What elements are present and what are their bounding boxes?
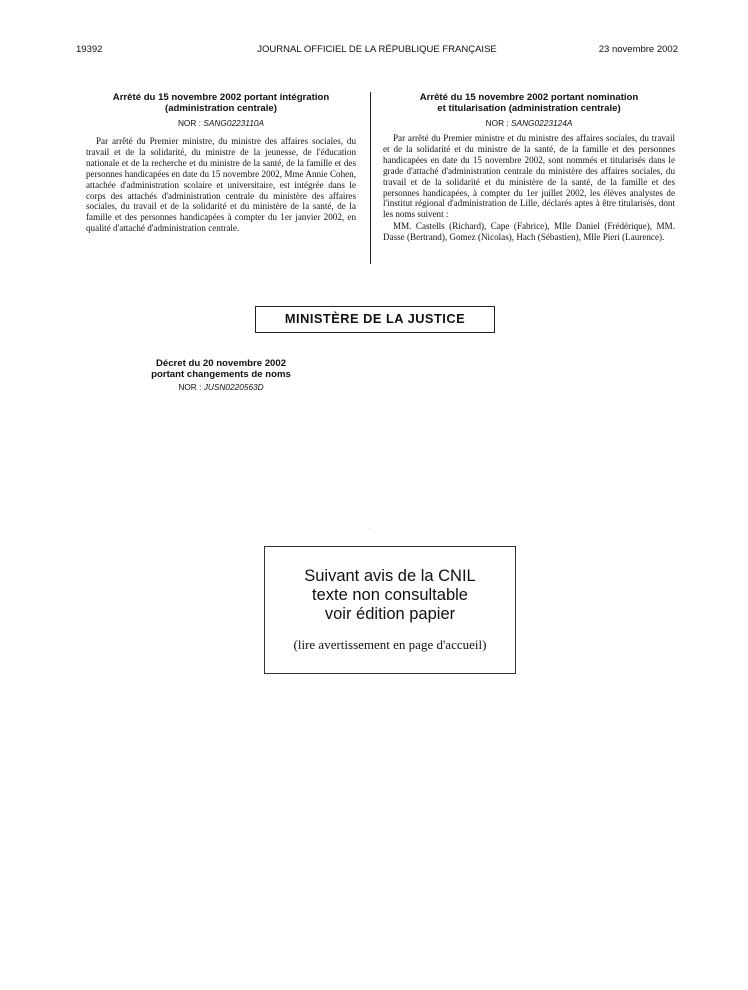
right-article xyxy=(383,92,675,243)
page-number: 19392 xyxy=(76,44,103,55)
ministry-heading-box xyxy=(255,306,495,333)
right-article-title-line1: Arrêté du 15 novembre 2002 portant nomination xyxy=(419,92,639,103)
nor-label: NOR : xyxy=(177,118,201,128)
right-article-nor xyxy=(383,118,675,128)
left-article-nor xyxy=(86,118,356,128)
scan-speck: · xyxy=(369,526,371,532)
issue-date: 23 novembre 2002 xyxy=(598,44,678,55)
right-article-title xyxy=(383,92,675,114)
notice-line2: texte non consultable xyxy=(312,586,468,604)
right-article-title-line2: et titularisation (administration centrale) xyxy=(437,103,621,114)
notice-line1: Suivant avis de la CNIL xyxy=(304,567,476,585)
notice-subline: (lire avertissement en page d'accueil) xyxy=(293,637,487,652)
left-article-body: Par arrêté du Premier ministre, du ministre des affaires sociales, du travail et de la solidarité, du ministre de la jeunesse, de l'éducation nationale et de la recherche et du ministre de la santé, de la famille et des personnes handicapées en date du 15 novembre 2002, Mme Annie Cohen, attachée d'administration scolaire et universitaire, est intégrée dans le corps des attachés d'administration centrale du ministère des affaires sociales, du travail et de la solidarité et du ministère de la santé, de la famille et des personnes handicapées à compter du 1er janvier 2002, en qualité d'attaché d'administration centrale. xyxy=(86,136,356,234)
cnil-notice-box xyxy=(264,546,516,674)
left-article xyxy=(86,92,356,234)
left-article-title-line1: Arrêté du 15 novembre 2002 portant intégration xyxy=(112,92,330,103)
decret-nor xyxy=(128,382,314,392)
decret-title-line1: Décret du 20 novembre 2002 xyxy=(155,358,287,369)
journal-title: JOURNAL OFFICIEL DE LA RÉPUBLIQUE FRANÇAISE xyxy=(257,44,497,55)
column-divider xyxy=(370,92,371,264)
nor-label: NOR : xyxy=(178,382,202,392)
nor-code: JUSN0220563D xyxy=(203,382,264,392)
decret-title-line2: portant changements de noms xyxy=(151,369,291,380)
right-article-names: MM. Castells (Richard), Cape (Fabrice), Mlle Daniel (Frédérique), MM. Dasse (Bertrand), Gomez (Nicolas), Hach (Sébastien), Mlle Pieri (Laurence). xyxy=(383,221,675,243)
left-article-title xyxy=(86,92,356,114)
decret-title xyxy=(128,358,314,380)
page-header xyxy=(76,44,678,58)
notice-line3: voir édition papier xyxy=(324,605,456,623)
nor-label: NOR : xyxy=(485,118,509,128)
ministry-heading: MINISTÈRE DE LA JUSTICE xyxy=(284,311,466,326)
nor-code: SANG0223124A xyxy=(511,118,573,128)
decret-article xyxy=(128,358,314,400)
right-article-body: Par arrêté du Premier ministre et du ministre des affaires sociales, du travail et de la solidarité et du ministre de la santé, de la famille et des personnes handicapées en date du 15 novembre 2002, sont nommés et titularisés dans le grade d'attaché d'administration centrale du ministère des affaires sociales, du travail et de la solidarité et du ministère de la santé, de la famille et des personnes handicapées, à compter du 1er juillet 2002, les élèves analystes de l'institut régional d'administration de Lille, déclarés aptes à être titularisés, dont les noms suivent : xyxy=(383,133,675,220)
nor-code: SANG0223110A xyxy=(203,118,265,128)
left-article-title-line2: (administration centrale) xyxy=(165,103,277,114)
